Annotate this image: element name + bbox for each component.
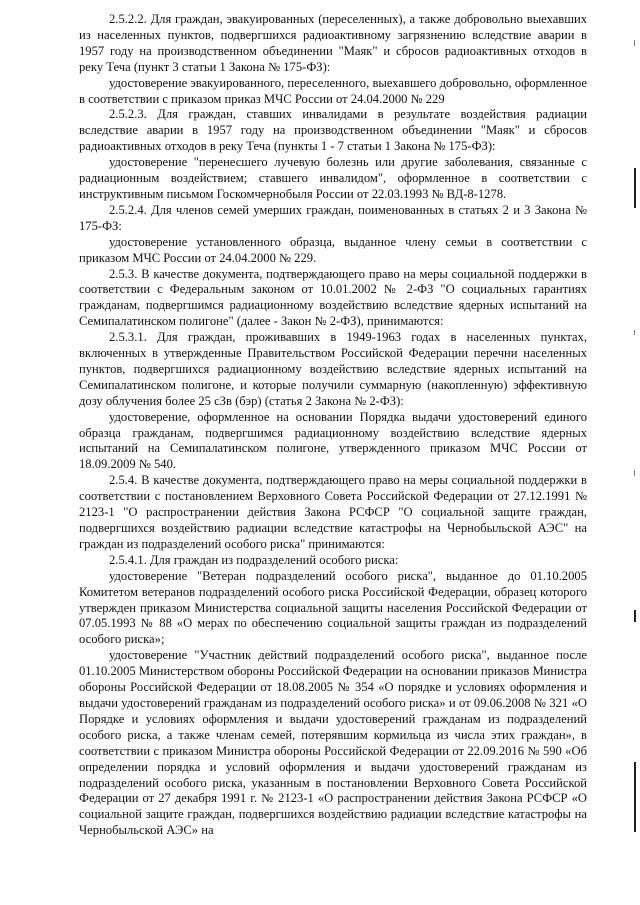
paragraph-certificate-participant: удостоверение "Участник действий подразделений особого риска", выданное после 01.10.2005 Министерством обороны Российской Федерации на основании приказов Министра обороны Российской Федерации от 18.08.2005 № 354 «О порядке и условиях оформления и выдачи удостоверений гражданам из подразделений особого риска» и от 09.06.2008 № 321 «О Порядке и условиях оформления и выдачи удостоверений гражданам из подразделений особого риска, а также членам семей, потерявшим кормильца из числа этих граждан», в соответствии с приказом Министра обороны Российской Федерации от 22.09.2016 № 590 «Об определении порядка и условий оформления и выдачи удостоверений гражданам из подразделений особого риска, указанным в постановлении Верховного Совета Российской Федерации от 27 декабря 1991 г. № 2123-1 «О распространении действия Закона РСФСР «О социальной защите граждан, подвергшихся воздействию радиации вследствие катастрофы на Чернобыльской АЭС» на [79, 648, 587, 838]
scan-edge-dot [634, 470, 635, 476]
paragraph-certificate-evacuated: удостоверение эвакуированного, переселенного, выехавшего добровольно, оформленное в соответствии с приказом приказ МЧС России от 24.04.2000 № 229 [79, 75, 587, 106]
scan-edge-mark [634, 610, 636, 622]
paragraph-certificate-semipalatinsk: удостоверение, оформленное на основании Порядка выдачи удостоверений единого образца гражданам, подвергшимся радиационному воздействию вследствие ядерных испытаний на Семипалатинском полигоне, утвержденного приказом МЧС России от 18.09.2009 № 540. [79, 409, 587, 472]
scan-edge-dot [634, 330, 635, 335]
paragraph-2-5-3: 2.5.3. В качестве документа, подтверждающего право на меры социальной поддержки в соответствии с Федеральным законом от 10.01.2002 № 2-ФЗ "О социальных гарантиях гражданам, подвергшимся радиационному воздействию вследствие ядерных испытаний на Семипалатинском полигоне" (далее - Закон № 2-ФЗ), принимаются: [79, 266, 587, 329]
scan-edge-mark [634, 762, 636, 832]
paragraph-certificate-family-member: удостоверение установленного образца, выданное члену семьи в соответствии с приказом МЧС России от 24.04.2000 № 229. [79, 234, 587, 265]
paragraph-2-5-2-3: 2.5.2.3. Для граждан, ставших инвалидами в результате воздействия радиации вследствие аварии в 1957 году на производственном объединении "Маяк" и сбросов радиоактивных отходов в реку Теча (пункты 1 - 7 статьи 1 Закона № 175-ФЗ): [79, 107, 587, 154]
paragraph-2-5-3-1: 2.5.3.1. Для граждан, проживавших в 1949-1963 годах в населенных пунктах, включенных в утвержденные Правительством Российской Федерации перечни населенных пунктов, подвергшихся радиационному воздействию вследствие ядерных испытаний на Семипалатинском полигоне, и которые получили суммарную (накопленную) эффективную дозу облучения более 25 сЗв (бэр) (статья 2 Закона № 2-ФЗ): [79, 330, 587, 408]
paragraph-2-5-4: 2.5.4. В качестве документа, подтверждающего право на меры социальной поддержки в соответствии с постановлением Верховного Совета Российской Федерации от 27.12.1991 № 2123-1 "О распространении действия Закона РСФСР "О социальной защите граждан, подвергшихся воздействию радиации вследствие катастрофы на Чернобыльской АЭС" на граждан из подразделений особого риска" принимаются: [79, 473, 587, 551]
scan-edge-dot [634, 40, 635, 46]
paragraph-certificate-veteran: удостоверение "Ветеран подразделений особого риска", выданное до 01.10.2005 Комитетом ветеранов подразделений особого риска Российской Федерации, образец которого утвержден приказом Министерства социальной защиты населения Российской Федерации от 07.05.1993 № 88 «О мерах по обеспечению социальной защиты граждан из подразделений особого риска»; [79, 568, 587, 647]
paragraph-2-5-2-2: 2.5.2.2. Для граждан, эвакуированных (переселенных), а также добровольно выехавших из населенных пунктов, подвергшихся радиоактивному загрязнению вследствие аварии в 1957 году на производственном объединении "Маяк" и сбросов радиоактивных отходов в реку Теча (пункт 3 статьи 1 Закона № 175-ФЗ): [79, 12, 587, 74]
paragraph-2-5-4-1: 2.5.4.1. Для граждан из подразделений особого риска: [109, 552, 399, 567]
paragraph-certificate-radiation-illness: удостоверение "перенесшего лучевую болезнь или другие заболевания, связанные с радиационным воздействием; ставшего инвалидом", оформленное в соответствии с инструктивным письмом Госкомчернобыля России от 22.03.1993 № ВД-8-1278. [79, 155, 587, 201]
paragraph-2-5-2-4: 2.5.2.4. Для членов семей умерших граждан, поименованных в статьях 2 и 3 Закона № 175-ФЗ: [79, 202, 587, 233]
scan-edge-mark [634, 168, 636, 208]
document-page [79, 12, 587, 839]
